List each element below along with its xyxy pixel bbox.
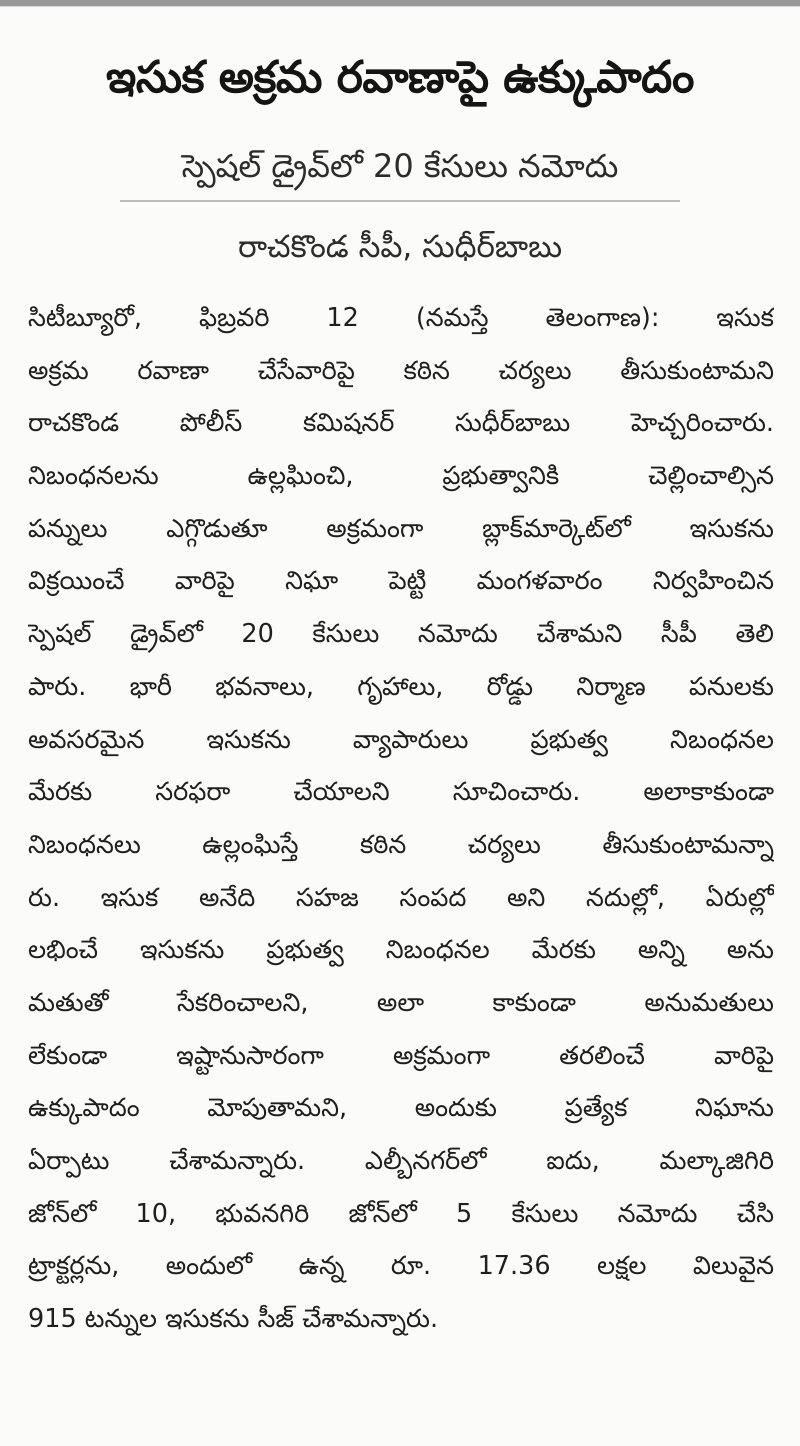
body-line: మేరకు సరఫరా చేయాలని సూచించారు. అలాకాకుండా [28,777,774,808]
body-line: జోన్‌లో 10, భువనగిరి జోన్‌లో 5 కేసులు నమోదు చేసి [28,1198,774,1229]
article-byline: రాచకొండ సీపీ, సుధీర్‌బాబు [237,229,563,265]
body-line: నిబంధనలను ఉల్లఘించి, ప్రభుత్వానికి చెల్లించాల్సిన [28,461,774,492]
body-line: విక్రయించే వారిపై నిఘా పెట్టి మంగళవారం నిర్వహించిన [28,566,774,597]
body-line: లేకుండా ఇష్టానుసారంగా అక్రమంగా తరలించే వారిపై [28,1040,774,1071]
body-line: సిటీబ్యూరో, ఫిబ్రవరి 12 (నమస్తే తెలంగాణ): ఇసుక [28,303,774,333]
article-headline: ఇసుక అక్రమ రవాణాపై ఉక్కుపాదం [106,52,694,103]
body-line: ఏర్పాటు చేశామన్నారు. ఎల్బీనగర్‌లో ఐదు, మల్కాజిగిరి [28,1146,774,1176]
body-line: అక్రమ రవాణా చేసేవారిపై కఠిన చర్యలు తీసుకుంటామని [28,355,774,386]
subheadline-underline [120,200,680,202]
body-line: స్పెషల్ డ్రైవ్‌లో 20 కేసులు నమోదు చేశామని సీపీ తెలి [28,619,774,650]
body-line: అవసరమైన ఇసుకను వ్యాపారులు ప్రభుత్వ నిబంధనల [28,724,774,755]
body-line: రు. ఇసుక అనేది సహజ సంపద అని నదుల్లో, ఏరుల్లో [28,882,774,913]
body-line: 915 టన్నుల ఇసుకను సీజ్ చేశామన్నారు. [28,1304,439,1335]
article-subheadline: స్పెషల్ డ్రైవ్‌లో 20 కేసులు నమోదు [181,147,619,185]
body-line: లభించే ఇసుకను ప్రభుత్వ నిబంధనల మేరకు అన్ని అను [28,935,774,966]
body-line: మతుతో సేకరించాలని, అలా కాకుండా అనుమతులు [28,987,774,1018]
body-line: రాచకొండ పోలీస్ కమిషనర్ సుధీర్‌బాబు హెచ్చరించారు. [28,408,774,439]
top-border-strip [0,0,800,6]
body-line: ట్రాక్టర్లను, అందులో ఉన్న రూ. 17.36 లక్షల విలువైన [28,1251,774,1282]
body-line: ఉక్కుపాదం మోపుతామని, అందుకు ప్రత్యేక నిఘాను [28,1093,774,1124]
body-line: నిబంధనలు ఉల్లంఘిస్తే కఠిన చర్యలు తీసుకుంటామన్నా [28,829,774,860]
body-line: పారు. భారీ భవనాలు, గృహాలు, రోడ్డు నిర్మాణ పనులకు [28,671,774,702]
article-body [28,292,774,1346]
body-line: పన్నులు ఎగ్గొడుతూ అక్రమంగా బ్లాక్‌మార్కెట్‌లో ఇసుకను [28,513,774,544]
